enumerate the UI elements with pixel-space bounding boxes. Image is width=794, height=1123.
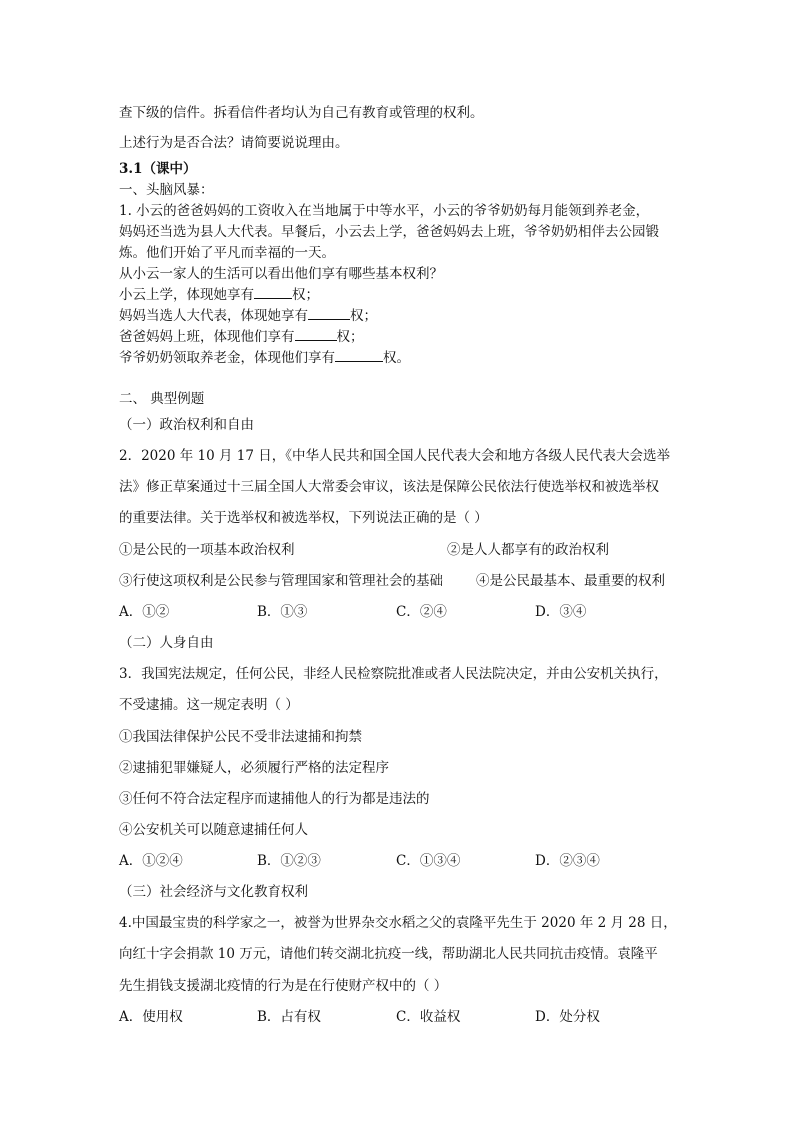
intro-line-2: 上述行为是否合法？请简要说说理由。 — [119, 135, 349, 151]
q2-option-d[interactable]: D．③④ — [535, 604, 587, 620]
fill-line-3-pre: 爸爸妈妈上班，体现他们享有 — [119, 329, 295, 345]
subsection-socioeconomic: （三）社会经济与文化教育权利 — [119, 884, 308, 900]
q4-option-a[interactable]: A．使用权 — [119, 1009, 183, 1025]
brainstorm-para-line-1: 1. 小云的爸爸妈妈的工资收入在当地属于中等水平，小云的爷爷奶奶每月能领到养老金， — [119, 203, 650, 219]
q2-line-3: 的重要法律。关于选举权和被选举权，下列说法正确的是（ ） — [119, 510, 488, 526]
q3-line-2: 不受逮捕。这一规定表明（ ） — [119, 697, 299, 713]
fill-line-1 — [119, 286, 319, 304]
brainstorm-question: 从小云一家人的生活可以看出他们享有哪些基本权利？ — [119, 266, 443, 282]
q2-statement-3: ③行使这项权利是公民参与管理国家和管理社会的基础 — [119, 573, 443, 589]
section-title: 3.1（课中） — [119, 161, 197, 177]
q4-option-b[interactable]: B．占有权 — [257, 1009, 321, 1025]
q3-statement-3: ③任何不符合法定程序而逮捕他人的行为都是违法的 — [119, 791, 430, 807]
q3-option-b[interactable]: B．①②③ — [257, 853, 321, 869]
answer-blank-3[interactable] — [295, 328, 337, 341]
fill-line-4-pre: 爷爷奶奶领取养老金，体现他们享有 — [119, 350, 335, 366]
fill-line-2-post: 权； — [350, 308, 377, 324]
q2-option-a[interactable]: A．①② — [119, 604, 170, 620]
q2-option-c[interactable]: C．②④ — [396, 604, 447, 620]
q4-option-d[interactable]: D．处分权 — [535, 1009, 600, 1025]
fill-line-1-pre: 小云上学，体现她享有 — [119, 287, 254, 303]
q4-line-2: 向红十字会捐款 10 万元，请他们转交湖北抗疫一线，帮助湖北人民共同抗击疫情。袁隆平 — [119, 946, 658, 962]
q2-statement-4: ④是公民最基本、最重要的权利 — [476, 573, 665, 589]
q2-statement-1: ①是公民的一项基本政治权利 — [119, 542, 295, 558]
q3-option-a[interactable]: A．①②④ — [119, 853, 183, 869]
q3-statement-1: ①我国法律保护公民不受非法逮捕和拘禁 — [119, 729, 362, 745]
subsection-political: （一）政治权利和自由 — [119, 417, 254, 433]
fill-line-2-pre: 妈妈当选人大代表，体现她享有 — [119, 308, 308, 324]
q4-option-c[interactable]: C．收益权 — [396, 1009, 461, 1025]
examples-heading: 二、 典型例题 — [119, 391, 205, 407]
answer-blank-1[interactable] — [254, 286, 292, 299]
q3-option-c[interactable]: C．①③④ — [396, 853, 461, 869]
fill-line-2 — [119, 307, 377, 325]
fill-line-1-post: 权； — [292, 287, 319, 303]
q3-line-1: 3．我国宪法规定，任何公民，非经人民检察院批准或者人民法院决定，并由公安机关执行， — [119, 666, 668, 682]
fill-line-4 — [119, 349, 410, 367]
q3-statement-4: ④公安机关可以随意逮捕任何人 — [119, 822, 308, 838]
fill-line-4-post: 权。 — [383, 350, 410, 366]
brainstorm-para-line-2: 妈妈还当选为县人大代表。早餐后，小云去上学，爸爸妈妈去上班，爷爷奶奶相伴去公园锻 — [119, 224, 659, 240]
intro-line-1: 查下级的信件。拆看信件者均认为自己有教育或管理的权利。 — [119, 105, 484, 121]
brainstorm-heading: 一、头脑风暴： — [119, 182, 214, 198]
fill-line-3-post: 权； — [336, 329, 364, 345]
brainstorm-para-line-3: 炼。他们开始了平凡而幸福的一天。 — [119, 245, 335, 261]
q4-line-3: 先生捐钱支援湖北疫情的行为是在行使财产权中的（ ） — [119, 978, 448, 994]
q3-statement-2: ②逮捕犯罪嫌疑人，必须履行严格的法定程序 — [119, 760, 389, 776]
q2-statement-2: ②是人人都享有的政治权利 — [447, 542, 609, 558]
q4-line-1: 4.中国最宝贵的科学家之一，被誉为世界杂交水稻之父的袁隆平先生于 2020 年 2 月 28 日， — [119, 915, 677, 931]
subsection-personal-freedom: （二）人身自由 — [119, 635, 214, 651]
answer-blank-2[interactable] — [308, 307, 350, 320]
q3-option-d[interactable]: D．②③④ — [535, 853, 600, 869]
answer-blank-4[interactable] — [335, 349, 383, 362]
fill-line-3 — [119, 328, 364, 346]
q2-option-b[interactable]: B．①③ — [257, 604, 308, 620]
q2-line-2: 法》修正草案通过十三届全国人大常委会审议，该法是保障公民依法行使选举权和被选举权 — [119, 479, 659, 495]
q2-line-1: 2．2020 年 10 月 17 日，《中华人民共和国全国人民代表大会和地方各级人民代表大会选举 — [119, 448, 671, 464]
